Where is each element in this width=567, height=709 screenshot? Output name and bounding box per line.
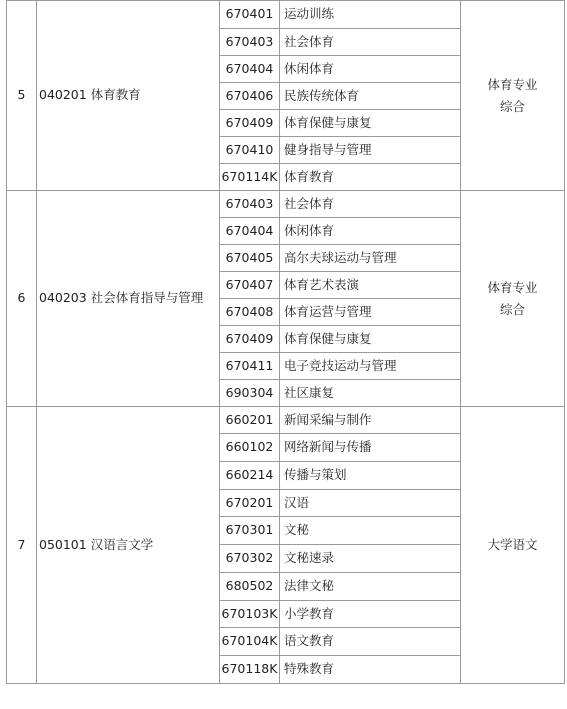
program-code: 670301 xyxy=(220,517,280,545)
program-code: 670114K xyxy=(220,164,280,191)
table-row xyxy=(7,1,565,29)
program-code: 670404 xyxy=(220,218,280,245)
major-name: 040203 社会体育指导与管理 xyxy=(37,191,220,407)
program-code: 670405 xyxy=(220,245,280,272)
program-name: 体育保健与康复 xyxy=(280,326,461,353)
program-code: 670404 xyxy=(220,56,280,83)
program-code: 660214 xyxy=(220,462,280,490)
program-name: 网络新闻与传播 xyxy=(280,434,461,462)
exam-subject xyxy=(461,191,565,407)
row-index: 7 xyxy=(7,407,37,684)
program-name: 体育保健与康复 xyxy=(280,110,461,137)
program-code: 670410 xyxy=(220,137,280,164)
program-name: 体育教育 xyxy=(280,164,461,191)
major-mapping-table xyxy=(6,0,565,684)
program-name: 体育运营与管理 xyxy=(280,299,461,326)
exam-subject-line: 综合 xyxy=(499,98,525,114)
program-name: 民族传统体育 xyxy=(280,83,461,110)
program-name: 特殊教育 xyxy=(280,656,461,684)
program-code: 670104K xyxy=(220,628,280,656)
table-row xyxy=(7,407,565,434)
program-name: 新闻采编与制作 xyxy=(280,407,461,434)
program-code: 670302 xyxy=(220,545,280,573)
program-code: 670406 xyxy=(220,83,280,110)
row-index: 6 xyxy=(7,191,37,407)
exam-subject-line: 体育专业 xyxy=(487,279,538,295)
program-code: 670409 xyxy=(220,110,280,137)
exam-subject-line: 综合 xyxy=(499,301,525,317)
table-row xyxy=(7,191,565,218)
program-name: 文秘 xyxy=(280,517,461,545)
program-code: 670118K xyxy=(220,656,280,684)
program-name: 休闲体育 xyxy=(280,218,461,245)
exam-subject-line: 大学语文 xyxy=(487,537,538,552)
program-name: 高尔夫球运动与管理 xyxy=(280,245,461,272)
program-name: 汉语 xyxy=(280,490,461,517)
program-code: 670407 xyxy=(220,272,280,299)
program-name: 运动训练 xyxy=(280,1,461,29)
exam-subject xyxy=(461,407,565,684)
program-name: 法律文秘 xyxy=(280,573,461,601)
program-code: 670201 xyxy=(220,490,280,517)
program-name: 社会体育 xyxy=(280,191,461,218)
major-name: 040201 体育教育 xyxy=(37,1,220,191)
program-code: 670401 xyxy=(220,1,280,29)
program-name: 小学教育 xyxy=(280,601,461,628)
program-name: 语文教育 xyxy=(280,628,461,656)
program-code: 660102 xyxy=(220,434,280,462)
row-index: 5 xyxy=(7,1,37,191)
program-name: 电子竞技运动与管理 xyxy=(280,353,461,380)
program-code: 670403 xyxy=(220,29,280,56)
program-code: 670411 xyxy=(220,353,280,380)
program-name: 休闲体育 xyxy=(280,56,461,83)
program-code: 670409 xyxy=(220,326,280,353)
exam-subject-line: 体育专业 xyxy=(487,76,538,92)
program-name: 社区康复 xyxy=(280,380,461,407)
major-name: 050101 汉语言文学 xyxy=(37,407,220,684)
program-code: 680502 xyxy=(220,573,280,601)
program-name: 传播与策划 xyxy=(280,462,461,490)
program-code: 670408 xyxy=(220,299,280,326)
exam-subject xyxy=(461,1,565,191)
program-name: 体育艺术表演 xyxy=(280,272,461,299)
program-name: 文秘速录 xyxy=(280,545,461,573)
program-code: 660201 xyxy=(220,407,280,434)
program-code: 670403 xyxy=(220,191,280,218)
program-code: 670103K xyxy=(220,601,280,628)
program-code: 690304 xyxy=(220,380,280,407)
program-name: 社会体育 xyxy=(280,29,461,56)
table-body xyxy=(7,1,565,684)
program-name: 健身指导与管理 xyxy=(280,137,461,164)
